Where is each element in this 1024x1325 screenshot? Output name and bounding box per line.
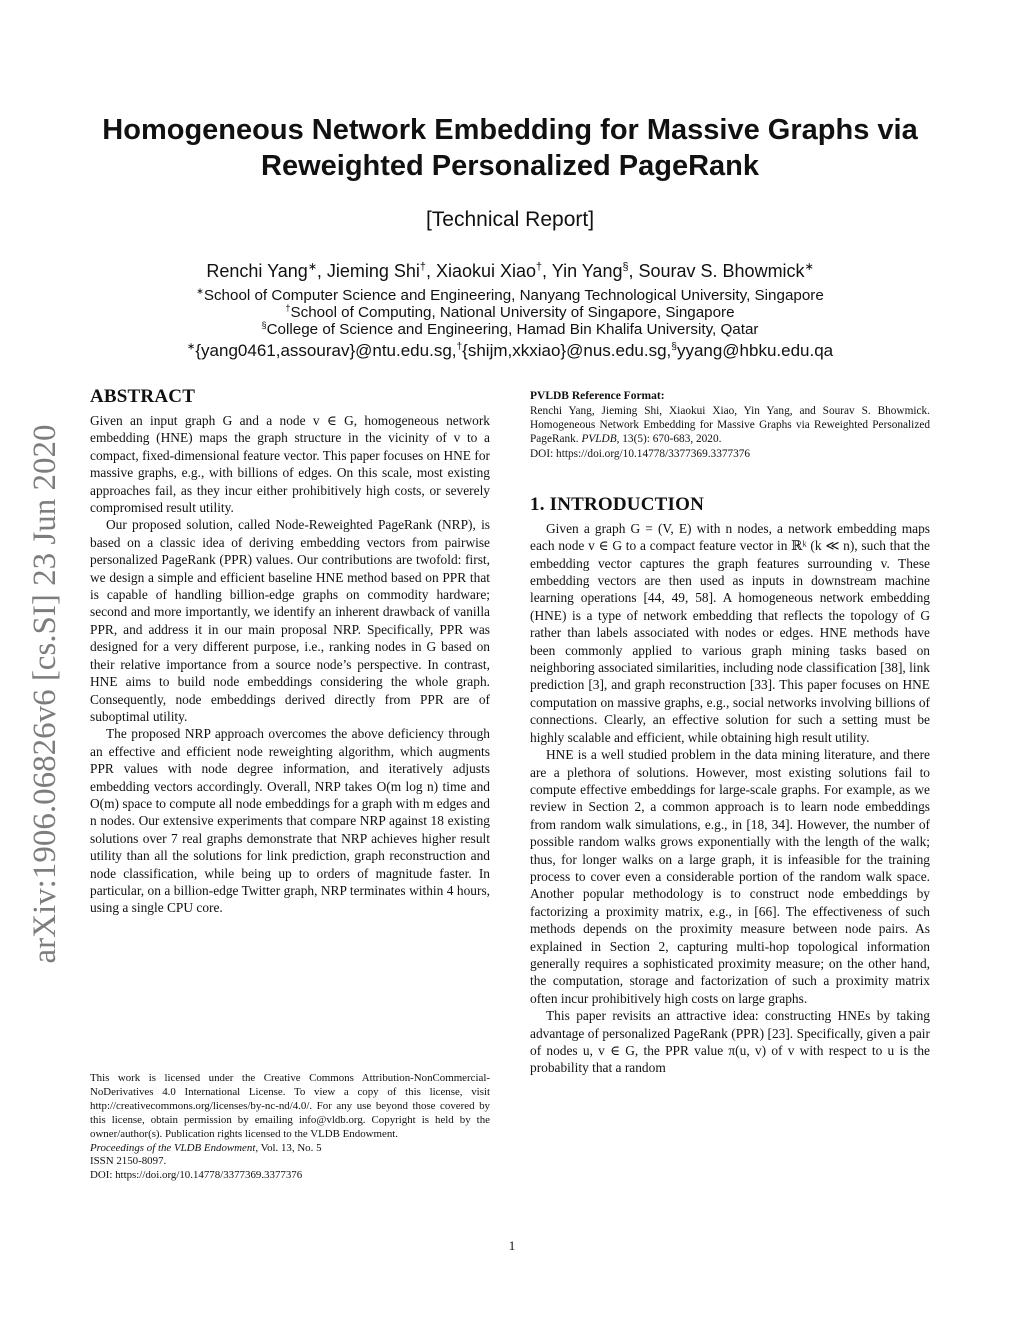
author-list xyxy=(60,260,960,282)
author-separator: , xyxy=(628,261,639,281)
author-mark: ∗ xyxy=(307,261,317,273)
author-separator: , xyxy=(542,261,552,281)
email-mark: § xyxy=(671,341,677,353)
email-hbku: yyang@hbku.edu.qa xyxy=(676,341,834,360)
author-name: Jieming Shi xyxy=(326,261,420,281)
affiliation-mark: § xyxy=(261,320,267,330)
affiliation-mark: † xyxy=(285,303,291,313)
email-ntu: {yang0461,assourav}@ntu.edu.sg, xyxy=(195,341,457,360)
pvldb-volume: , 13(5): 670-683, 2020. xyxy=(616,433,722,446)
license-doi-line: DOI: https://doi.org/10.14778/3377369.3377376 xyxy=(90,1169,303,1182)
title-line-2: Reweighted Personalized PageRank xyxy=(261,150,759,182)
abstract-paragraph-1: Given an input graph G and a node v ∈ G, homogeneous network embedding (HNE) maps the graph structure in the vicinity of v to a compact, fixed-dimensional feature vector. This paper focuses on HNE for massive graphs, e.g., with billions of edges. On this scale, most existing approaches fail, as they incur either prohibitively high costs, or severely compromised result utility. xyxy=(90,413,490,516)
intro-paragraph-1: Given a graph G = (V, E) with n nodes, a network embedding maps each node v ∈ G to a compact feature vector in ℝᵏ (k ≪ n), such that the embedding vector captures the graph features surrounding v. These embedding vectors are then used as inputs in downstream machine learning operations [44, 49, 58]. A homogeneous network embedding (HNE) is a type of network embedding that reflects the topology of G rather than labels associated with nodes or edges. HNE methods have been commonly applied to various graph mining tasks based on neighboring associated similarities, including node classification [38], link prediction [3], and graph reconstruction [33]. This paper focuses on HNE computation on massive graphs, e.g., social networks involving billions of connections. Clearly, an effective solution for such a setting must be highly scalable and efficient, while obtaining high result utility. xyxy=(530,520,930,745)
intro-paragraph-3: This paper revisits an attractive idea: constructing HNEs by taking advantage of personalized PageRank (PPR) [23]. Specifically, given a pair of nodes u, v ∈ G, the PPR value π(u, v) of v with respect to u is the probability that a random xyxy=(530,1008,930,1076)
pvldb-doi: DOI: https://doi.org/10.14778/3377369.3377376 xyxy=(530,447,751,460)
author-mark: ∗ xyxy=(804,261,814,273)
author-mark: § xyxy=(622,261,629,273)
report-subtitle: [Technical Report] xyxy=(425,208,595,231)
introduction-heading: 1. INTRODUCTION xyxy=(530,493,705,515)
author-separator: , xyxy=(316,261,327,281)
affiliation-text: School of Computer Science and Engineering, Nanyang Technological University, Singapore xyxy=(203,287,824,305)
proceedings-name: Proceedings of the VLDB Endowment, xyxy=(90,1141,259,1154)
intro-paragraph-2: HNE is a well studied problem in the data mining literature, and there are a plethora of solutions. However, most existing solutions fail to compute effective embeddings for large-scale graphs. For example, as we review in Section 2, a common approach is to learn node embeddings from random walk simulations, e.g., in [18, 34]. However, the number of possible random walks grows exponentially with the length of the walk; thus, for longer walks on a large graph, it is infeasible for the training process to cover even a considerable portion of the random walk space. Another popular methodology is to construct node embeddings by factorizing a proximity matrix, e.g., in [66]. The effectiveness of such methods depends on the proximity measure between node pairs. As explained in Section 2, capturing multi-hop topological information generally requires a sophisticated proximity measure; on the other hand, the computation, storage and factorization of such a proximity matrix often incur prohibitively high costs on large graphs. xyxy=(530,747,930,1006)
author-mark: † xyxy=(536,261,543,273)
author-name: Sourav S. Bhowmick xyxy=(638,261,805,281)
pvldb-citation: Renchi Yang, Jieming Shi, Xiaokui Xiao, Yin Yang, and Sourav S. Bhowmick. Homogeneous Network Embedding for Massive Graphs via Reweighted Personalized PageRank. xyxy=(530,405,930,446)
arxiv-side-stamp: arXiv:1906.06826v6 [cs.SI] 23 Jun 2020 xyxy=(27,424,63,964)
issn-line: ISSN 2150-8097. xyxy=(90,1155,167,1168)
affiliation-text: College of Science and Engineering, Hamad Bin Khalifa University, Qatar xyxy=(266,321,759,339)
affiliation-mark: ∗ xyxy=(196,286,204,296)
abstract-heading: ABSTRACT xyxy=(90,386,196,407)
author-name: Renchi Yang xyxy=(206,261,308,281)
license-text: This work is licensed under the Creative Commons Attribution-NonCommercial-NoDerivatives 4.0 International License. To view a copy of this license, visit http://creativecommons.org/licenses/by-nc-nd/4.0/. For any use beyond those covered by this license, obtain permission by emailing info@vldb.org. Copyright is held by the owner/author(s). Publication rights licensed to the VLDB Endowment. xyxy=(90,1072,490,1140)
author-mark: † xyxy=(419,261,426,273)
pvldb-journal: PVLDB xyxy=(581,433,617,446)
license-footnote xyxy=(90,1072,490,1183)
left-column xyxy=(90,386,490,917)
abstract-paragraph-2: Our proposed solution, called Node-Reweighted PageRank (NRP), is based on a classic idea of deriving embedding vectors from pairwise personalized PageRank (PPR) values. Our contributions are twofold: first, we design a simple and efficient baseline HNE method based on PPR that is capable of handling billion-edge graphs on commodity hardware; second and more importantly, we identify an inherent drawback of vanilla PPR, and address it in our main proposal NRP. Specifically, PPR was designed for a very different purpose, i.e., ranking nodes in G based on their relative importance from a source node’s perspective. In contrast, HNE aims to build node embeddings considering the whole graph. Consequently, node embeddings derived directly from PPR are of suboptimal utility. xyxy=(90,517,490,724)
email-nus: {shijm,xkxiao}@nus.edu.sg, xyxy=(462,341,672,360)
affiliation-hbku xyxy=(60,317,960,338)
proceedings-line xyxy=(90,1142,490,1156)
author-name: Yin Yang xyxy=(551,261,623,281)
pvldb-heading: PVLDB Reference Format: xyxy=(530,390,665,402)
page-number: 1 xyxy=(508,1238,516,1253)
paper-title xyxy=(60,112,960,184)
author-separator: , xyxy=(425,261,436,281)
abstract-paragraph-3: The proposed NRP approach overcomes the above deficiency through an effective and efficient node reweighting algorithm, which augments PPR values with node degree information, and iteratively adjusts embedding vectors accordingly. Overall, NRP takes O(m log n) time and O(m) space to compute all node embeddings for a graph with m edges and n nodes. Our extensive experiments that compare NRP against 18 existing solutions over 7 real graphs demonstrate that NRP achieves higher result utility than all the solutions for link prediction, graph reconstruction and node classification, while being up to orders of magnitude faster. In particular, on a billion-edge Twitter graph, NRP terminates within 4 hours, using a single CPU core. xyxy=(90,726,490,916)
author-emails xyxy=(60,341,960,361)
email-mark: ∗ xyxy=(186,341,196,353)
affiliation-text: School of Computing, National University of Singapore, Singapore xyxy=(290,304,735,322)
proceedings-volume: Vol. 13, No. 5 xyxy=(258,1141,322,1154)
right-column xyxy=(530,386,930,1077)
title-line-1: Homogeneous Network Embedding for Massive Graphs via xyxy=(102,114,918,146)
author-name: Xiaokui Xiao xyxy=(435,261,537,281)
pvldb-reference xyxy=(530,404,930,447)
email-mark: † xyxy=(456,341,463,353)
